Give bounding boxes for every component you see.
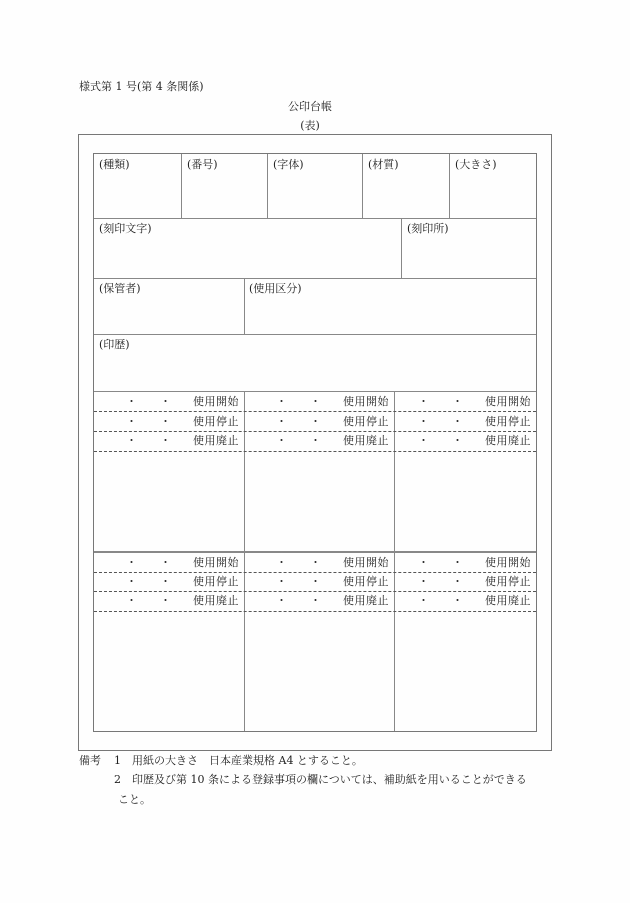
field-seal-history[interactable]: (印歴): [99, 338, 130, 351]
status-row-abolish[interactable]: ・ ・ 使用廃止: [276, 594, 389, 607]
dashed-divider: [94, 572, 536, 573]
status-row-start[interactable]: ・ ・ 使用開始: [418, 395, 531, 408]
note-number: 2: [114, 773, 121, 786]
divider: [267, 154, 268, 218]
dashed-divider: [94, 431, 536, 432]
dashed-divider: [94, 611, 536, 612]
status-row-suspend[interactable]: ・ ・ 使用停止: [276, 575, 389, 588]
document-subtitle: (表): [300, 119, 320, 132]
status-row-start[interactable]: ・ ・ 使用開始: [126, 556, 239, 569]
divider: [94, 278, 536, 279]
note-text: 用紙の大きさ 日本産業規格 A4 とすること。: [132, 754, 363, 767]
status-row-suspend[interactable]: ・ ・ 使用停止: [276, 415, 389, 428]
divider: [449, 154, 450, 218]
field-type[interactable]: (種類): [99, 158, 130, 171]
status-row-start[interactable]: ・ ・ 使用開始: [276, 556, 389, 569]
document-title: 公印台帳: [288, 100, 332, 113]
status-row-suspend[interactable]: ・ ・ 使用停止: [126, 575, 239, 588]
note-text: 印歴及び第 10 条による登録事項の欄については、補助紙を用いることができる: [132, 773, 527, 786]
divider: [94, 218, 536, 219]
note-number: 1: [114, 754, 121, 767]
divider: [244, 278, 245, 334]
status-row-suspend[interactable]: ・ ・ 使用停止: [418, 415, 531, 428]
seal-register-table: [93, 153, 537, 732]
status-row-start[interactable]: ・ ・ 使用開始: [418, 556, 531, 569]
status-row-abolish[interactable]: ・ ・ 使用廃止: [126, 594, 239, 607]
divider: [94, 334, 536, 335]
status-row-start[interactable]: ・ ・ 使用開始: [126, 395, 239, 408]
field-usage-category[interactable]: (使用区分): [249, 282, 302, 295]
status-row-suspend[interactable]: ・ ・ 使用停止: [418, 575, 531, 588]
notes-heading: 備考: [79, 754, 101, 767]
dashed-divider: [94, 591, 536, 592]
divider: [401, 218, 402, 278]
divider: [181, 154, 182, 218]
status-row-abolish[interactable]: ・ ・ 使用廃止: [126, 434, 239, 447]
field-custodian[interactable]: (保管者): [99, 282, 141, 295]
field-font[interactable]: (字体): [273, 158, 304, 171]
notes-line-1: [79, 754, 363, 768]
status-row-abolish[interactable]: ・ ・ 使用廃止: [418, 594, 531, 607]
status-row-abolish[interactable]: ・ ・ 使用廃止: [418, 434, 531, 447]
status-row-abolish[interactable]: ・ ・ 使用廃止: [276, 434, 389, 447]
note-text-continuation: こと。: [118, 793, 151, 806]
form-number: 様式第 1 号(第 4 条関係): [79, 80, 204, 93]
field-material[interactable]: (材質): [368, 158, 399, 171]
field-size[interactable]: (大きさ): [455, 158, 497, 171]
dashed-divider: [94, 411, 536, 412]
status-row-start[interactable]: ・ ・ 使用開始: [276, 395, 389, 408]
field-engraved-text[interactable]: (刻印文字): [99, 222, 152, 235]
dashed-divider: [94, 451, 536, 452]
field-engraver[interactable]: (刻印所): [407, 222, 449, 235]
field-number[interactable]: (番号): [187, 158, 218, 171]
divider: [362, 154, 363, 218]
status-row-suspend[interactable]: ・ ・ 使用停止: [126, 415, 239, 428]
